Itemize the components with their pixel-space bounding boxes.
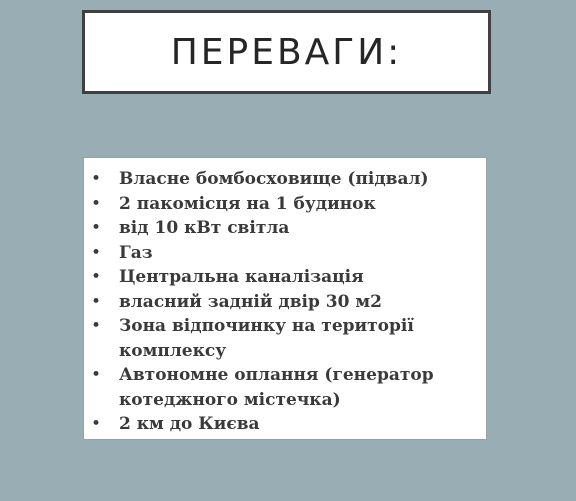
benefit-text: від 10 кВт світла: [119, 218, 290, 238]
slide-title-box: [82, 10, 491, 94]
benefit-text: власний задній двір 30 м2: [119, 291, 382, 312]
benefit-item: [84, 265, 486, 290]
bullet-icon: •: [91, 193, 102, 214]
benefits-list: [84, 158, 486, 437]
benefit-item: [84, 167, 486, 192]
bullet-icon: •: [91, 242, 102, 263]
benefits-box: [83, 157, 487, 440]
benefit-text: Газ: [119, 242, 153, 263]
slide-title: ПЕРЕВАГИ:: [170, 31, 403, 73]
bullet-icon: •: [91, 169, 102, 189]
benefit-text: 2 пакомісця на 1 будинок: [119, 193, 376, 214]
benefit-item: [84, 216, 486, 241]
benefit-item: [84, 241, 486, 266]
benefit-item: [84, 290, 486, 315]
benefit-text: Центральна каналізація: [119, 267, 364, 287]
bullet-icon: •: [91, 291, 102, 312]
benefit-text: Власне бомбосховище (підвал): [119, 169, 429, 189]
bullet-icon: •: [91, 414, 102, 434]
benefit-item: [84, 363, 486, 412]
benefit-text: Автономне оплання (генератор котеджного містечка): [119, 365, 434, 410]
bullet-icon: •: [91, 365, 102, 385]
bullet-icon: •: [91, 316, 102, 336]
benefit-text: 2 км до Києва: [119, 414, 260, 434]
benefit-item: [84, 412, 486, 437]
benefit-item: [84, 192, 486, 217]
benefit-item: [84, 314, 486, 363]
bullet-icon: •: [91, 218, 102, 238]
benefit-text: Зона відпочинку на території комплексу: [119, 316, 414, 361]
bullet-icon: •: [91, 267, 102, 287]
